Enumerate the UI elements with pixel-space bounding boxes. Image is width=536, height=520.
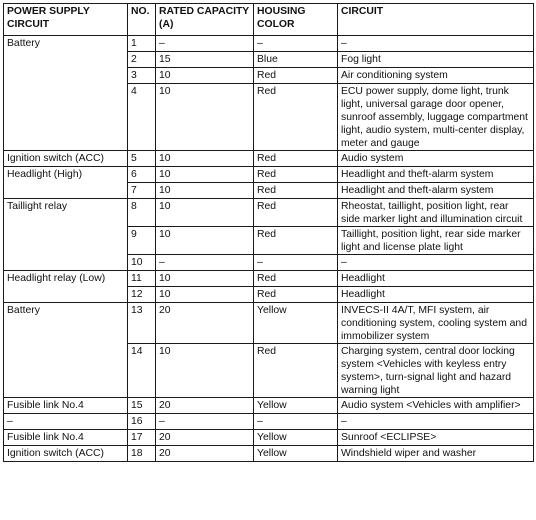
circuit-cell: Headlight and theft-alarm system (338, 183, 534, 199)
rated-capacity-cell: – (156, 255, 254, 271)
power-supply-cell (4, 183, 128, 199)
fuse-number-cell: 3 (128, 68, 156, 84)
table-row (4, 303, 534, 344)
table-row (4, 287, 534, 303)
rated-capacity-cell: 10 (156, 287, 254, 303)
fuse-number-cell: 2 (128, 52, 156, 68)
housing-color-cell: Red (254, 84, 338, 151)
circuit-cell: Audio system <Vehicles with amplifier> (338, 398, 534, 414)
rated-capacity-cell: 10 (156, 271, 254, 287)
fuse-number-cell: 4 (128, 84, 156, 151)
circuit-cell: ECU power supply, dome light, trunk light, universal garage door opener, sunroof assembly, luggage compartment light, audio system, multi-center display, meter and gauge (338, 84, 534, 151)
housing-color-cell: Red (254, 183, 338, 199)
housing-color-cell: Red (254, 271, 338, 287)
rated-capacity-cell: 20 (156, 446, 254, 462)
table-body (4, 36, 534, 462)
power-supply-cell (4, 52, 128, 68)
rated-capacity-cell: 20 (156, 430, 254, 446)
circuit-cell: Charging system, central door locking system <Vehicles with keyless entry system>, turn-signal light and hazard warning light (338, 344, 534, 398)
circuit-cell: INVECS-II 4A/T, MFI system, air conditioning system, cooling system and immobilizer system (338, 303, 534, 344)
rated-capacity-cell: 10 (156, 183, 254, 199)
circuit-cell: Headlight (338, 287, 534, 303)
power-supply-cell: Headlight relay (Low) (4, 271, 128, 287)
circuit-cell: Headlight (338, 271, 534, 287)
header-housing-color: HOUSING COLOR (254, 4, 338, 36)
table-row (4, 52, 534, 68)
fuse-number-cell: 7 (128, 183, 156, 199)
fuse-number-cell: 13 (128, 303, 156, 344)
table-row (4, 414, 534, 430)
housing-color-cell: Yellow (254, 303, 338, 344)
table-row (4, 344, 534, 398)
circuit-cell: Air conditioning system (338, 68, 534, 84)
fuse-table (3, 3, 534, 462)
circuit-cell: Fog light (338, 52, 534, 68)
header-no: NO. (128, 4, 156, 36)
circuit-cell: Windshield wiper and washer (338, 446, 534, 462)
rated-capacity-cell: 10 (156, 68, 254, 84)
table-row (4, 430, 534, 446)
housing-color-cell: Red (254, 344, 338, 398)
table-row (4, 199, 534, 227)
table-row (4, 255, 534, 271)
header-circuit: CIRCUIT (338, 4, 534, 36)
circuit-cell: Taillight, position light, rear side marker light and license plate light (338, 227, 534, 255)
circuit-cell: – (338, 36, 534, 52)
power-supply-cell (4, 84, 128, 151)
fuse-number-cell: 14 (128, 344, 156, 398)
fuse-number-cell: 18 (128, 446, 156, 462)
table-row (4, 36, 534, 52)
table-row (4, 446, 534, 462)
fuse-number-cell: 8 (128, 199, 156, 227)
table-row (4, 151, 534, 167)
rated-capacity-cell: 15 (156, 52, 254, 68)
housing-color-cell: – (254, 414, 338, 430)
power-supply-cell: Headlight (High) (4, 167, 128, 183)
table-row (4, 227, 534, 255)
housing-color-cell: Red (254, 167, 338, 183)
fuse-number-cell: 10 (128, 255, 156, 271)
power-supply-cell: Fusible link No.4 (4, 430, 128, 446)
rated-capacity-cell: – (156, 414, 254, 430)
header-rated-capacity: RATED CAPACITY (A) (156, 4, 254, 36)
housing-color-cell: Red (254, 199, 338, 227)
rated-capacity-cell: 10 (156, 344, 254, 398)
housing-color-cell: Yellow (254, 398, 338, 414)
table-header-row (4, 4, 534, 36)
power-supply-cell: Ignition switch (ACC) (4, 446, 128, 462)
fuse-number-cell: 16 (128, 414, 156, 430)
circuit-cell: – (338, 255, 534, 271)
power-supply-cell: Ignition switch (ACC) (4, 151, 128, 167)
table-row (4, 271, 534, 287)
rated-capacity-cell: – (156, 36, 254, 52)
table-row (4, 398, 534, 414)
rated-capacity-cell: 10 (156, 199, 254, 227)
power-supply-cell (4, 287, 128, 303)
power-supply-cell (4, 255, 128, 271)
fuse-number-cell: 17 (128, 430, 156, 446)
power-supply-cell (4, 68, 128, 84)
rated-capacity-cell: 20 (156, 398, 254, 414)
fuse-number-cell: 6 (128, 167, 156, 183)
circuit-cell: Audio system (338, 151, 534, 167)
table-row (4, 167, 534, 183)
housing-color-cell: – (254, 36, 338, 52)
header-power-supply: POWER SUPPLY CIRCUIT (4, 4, 128, 36)
housing-color-cell: Blue (254, 52, 338, 68)
rated-capacity-cell: 10 (156, 151, 254, 167)
rated-capacity-cell: 20 (156, 303, 254, 344)
housing-color-cell: Yellow (254, 430, 338, 446)
fuse-number-cell: 11 (128, 271, 156, 287)
circuit-cell: Sunroof <ECLIPSE> (338, 430, 534, 446)
fuse-number-cell: 5 (128, 151, 156, 167)
rated-capacity-cell: 10 (156, 227, 254, 255)
fuse-number-cell: 12 (128, 287, 156, 303)
table-row (4, 68, 534, 84)
circuit-cell: Rheostat, taillight, position light, rear side marker light and illumination circuit (338, 199, 534, 227)
power-supply-cell: Taillight relay (4, 199, 128, 227)
housing-color-cell: Red (254, 68, 338, 84)
housing-color-cell: Yellow (254, 446, 338, 462)
table-row (4, 84, 534, 151)
circuit-cell: – (338, 414, 534, 430)
housing-color-cell: Red (254, 287, 338, 303)
power-supply-cell: – (4, 414, 128, 430)
rated-capacity-cell: 10 (156, 167, 254, 183)
fuse-number-cell: 15 (128, 398, 156, 414)
power-supply-cell: Fusible link No.4 (4, 398, 128, 414)
rated-capacity-cell: 10 (156, 84, 254, 151)
housing-color-cell: – (254, 255, 338, 271)
power-supply-cell: Battery (4, 303, 128, 344)
table-row (4, 183, 534, 199)
fuse-number-cell: 1 (128, 36, 156, 52)
power-supply-cell: Battery (4, 36, 128, 52)
power-supply-cell (4, 344, 128, 398)
housing-color-cell: Red (254, 227, 338, 255)
power-supply-cell (4, 227, 128, 255)
housing-color-cell: Red (254, 151, 338, 167)
circuit-cell: Headlight and theft-alarm system (338, 167, 534, 183)
fuse-number-cell: 9 (128, 227, 156, 255)
